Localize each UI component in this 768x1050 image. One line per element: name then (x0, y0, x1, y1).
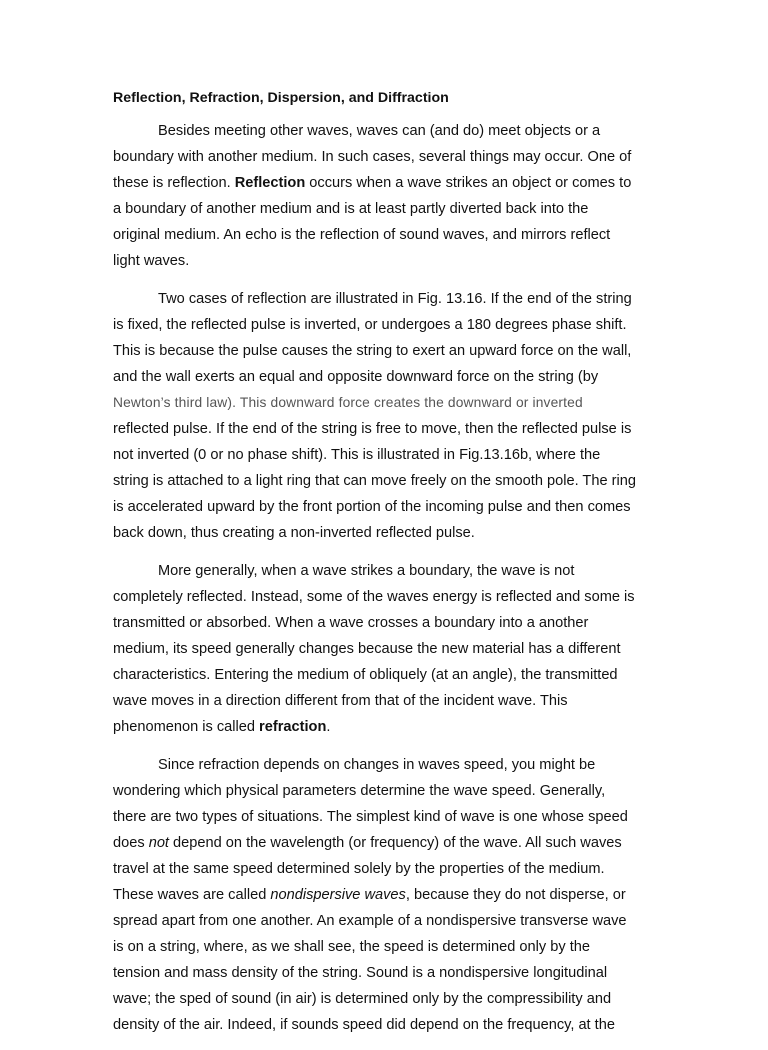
text-line: Besides meeting other waves, waves can (and do) meet objects or a (158, 123, 601, 139)
text-line: and the wall exerts an equal and opposite downward force on the string (by (113, 369, 599, 385)
text-line: characteristics. Entering the medium of obliquely (at an angle), the transmitted (113, 667, 618, 683)
term-nondispersive-waves: nondispersive waves (270, 887, 406, 903)
text-line: Since refraction depends on changes in waves speed, you might be (158, 757, 596, 773)
text-line: These waves are called nondispersive waves, because they do not disperse, or (113, 887, 626, 903)
text-line: Newton’s third law). This downward force creates the downward or inverted (113, 395, 583, 410)
text-line: there are two types of situations. The simplest kind of wave is one whose speed (113, 809, 628, 825)
section-heading: Reflection, Refraction, Dispersion, and Diffraction (113, 90, 449, 106)
text-line: these is reflection. Reflection occurs when a wave strikes an object or comes to (113, 175, 632, 191)
text-line: tension and mass density of the string. Sound is a nondispersive longitudinal (113, 965, 608, 981)
term-reflection: Reflection (234, 175, 306, 191)
text-line: is fixed, the reflected pulse is inverted, or undergoes a 180 degrees phase shift. (113, 317, 627, 333)
text-line: original medium. An echo is the reflection of sound waves, and mirrors reflect (113, 227, 611, 243)
text-line: wave moves in a direction different from that of the incident wave. This (113, 693, 568, 709)
paragraph-dispersion (113, 752, 658, 1038)
paragraph-reflection-cases (113, 286, 658, 546)
text-line: medium, its speed generally changes because the new material has a different (113, 641, 621, 657)
text-line: reflected pulse. If the end of the string is free to move, then the reflected pulse is (113, 421, 632, 437)
text-line: a boundary of another medium and is at least partly diverted back into the (113, 201, 589, 217)
text-line: phenomenon is called refraction. (113, 719, 331, 735)
text-line: This is because the pulse causes the string to exert an upward force on the wall, (113, 343, 632, 359)
text-line: is accelerated upward by the front portion of the incoming pulse and then comes (113, 499, 631, 515)
emphasis-not: not (148, 835, 169, 851)
text-line: boundary with another medium. In such cases, several things may occur. One of (113, 149, 632, 165)
text-line: wave; the sped of sound (in air) is determined only by the compressibility and (113, 991, 612, 1007)
text-line: not inverted (0 or no phase shift). This is illustrated in Fig.13.16b, where the (113, 447, 601, 463)
text-line: does not depend on the wavelength (or frequency) of the wave. All such waves (113, 835, 622, 851)
text-line: light waves. (113, 253, 190, 269)
paragraph-reflection-intro (113, 118, 658, 274)
text-line: is on a string, where, as we shall see, the speed is determined only by the (113, 939, 590, 955)
text-line: travel at the same speed determined solely by the properties of the medium. (113, 861, 605, 877)
term-refraction: refraction (259, 719, 327, 735)
text-line: wondering which physical parameters determine the wave speed. Generally, (113, 783, 606, 799)
text-line: More generally, when a wave strikes a boundary, the wave is not (158, 563, 575, 579)
document-page (113, 88, 658, 1050)
text-line: transmitted or absorbed. When a wave crosses a boundary into a another (113, 615, 589, 631)
text-line: completely reflected. Instead, some of the waves energy is reflected and some is (113, 589, 635, 605)
text-line: density of the air. Indeed, if sounds speed did depend on the frequency, at the (113, 1017, 615, 1033)
text-line: spread apart from one another. An example of a nondispersive transverse wave (113, 913, 627, 929)
text-line: Two cases of reflection are illustrated in Fig. 13.16. If the end of the string (158, 291, 632, 307)
paragraph-refraction (113, 558, 658, 740)
text-line: string is attached to a light ring that can move freely on the smooth pole. The ring (113, 473, 636, 489)
text-line: back down, thus creating a non-inverted reflected pulse. (113, 525, 475, 541)
